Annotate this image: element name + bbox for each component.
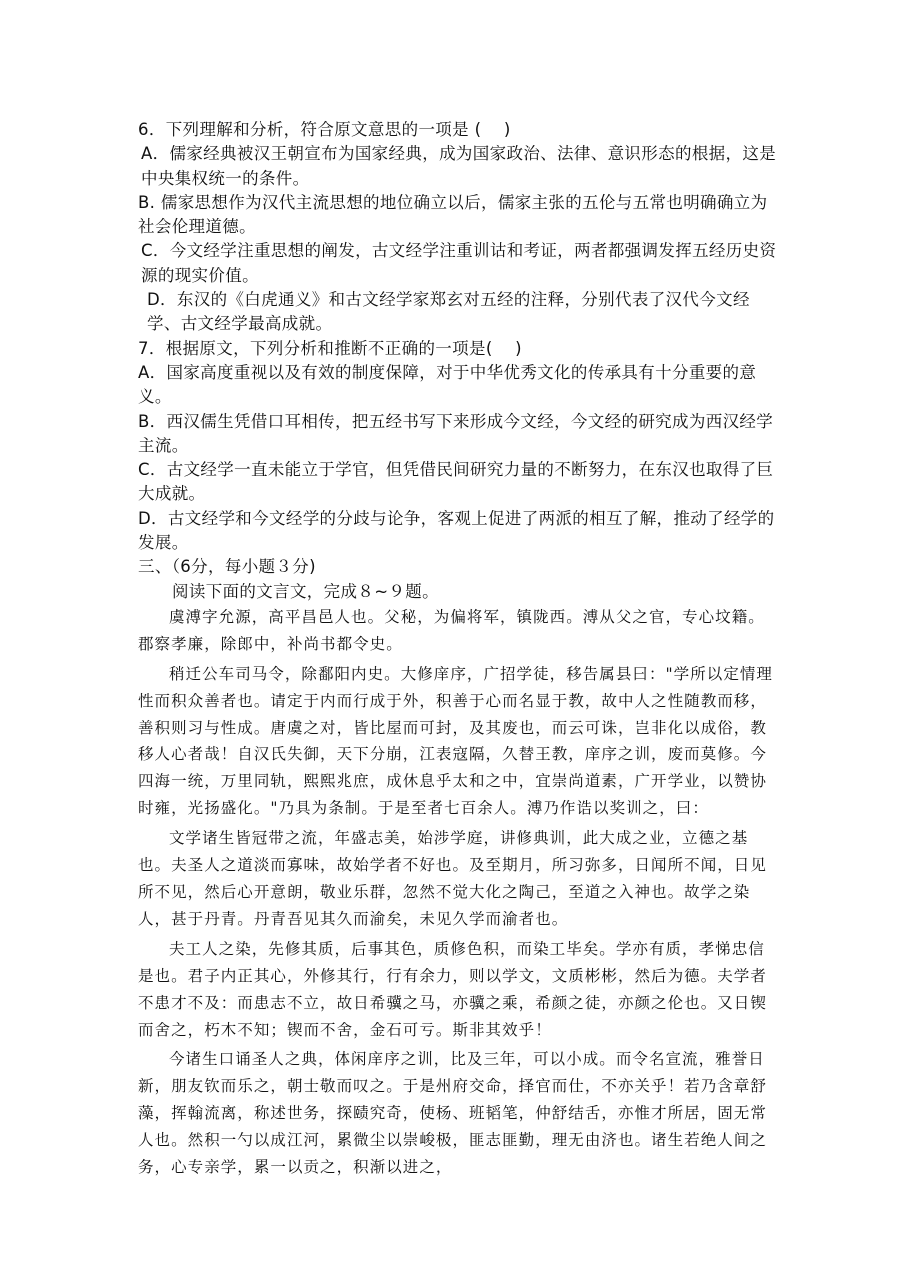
classical-passage bbox=[138, 604, 778, 1181]
section-3-header bbox=[138, 555, 778, 604]
question-7-option-c: C．古文经学一直未能立于学官，但凭借民间研究力量的不断努力，在东汉也取得了巨大成就。 bbox=[138, 460, 774, 504]
question-6-stem: 6．下列理解和分析，符合原文意思的一项是 ( ) bbox=[138, 120, 511, 139]
passage-paragraph: 稍迁公车司马令，除鄱阳内史。大修庠序，广招学徒，移告属县曰："学所以定情理性而积众善者也。请定于内而行成于外，积善于心而名显于教，故中人之性随教而移，善积则习与性成。唐虞之对，皆比屋而可封，及其废也，而云可诛，岂非化以成俗，教移人心者哉！自汉氏失御，天下分崩，江表寇隔，久替王教，庠序之训，废而莫修。今四海一统，万里同轨，熙熙兆庶，成休息乎太和之中，宜崇尚道素，广开学业，以赞协时雍，光扬盛化。"乃具为条制。于是至者七百余人。溥乃作诰以奖训之，曰： bbox=[138, 664, 773, 818]
question-6-option-c: C．今文经学注重思想的阐发，古文经学注重训诂和考证，两者都强调发挥五经历史资源的现实价值。 bbox=[141, 241, 777, 285]
question-6 bbox=[138, 118, 778, 337]
question-6-option-b: B. 儒家思想作为汉代主流思想的地位确立以后，儒家主张的五伦与五常也明确确立为社会伦理道德。 bbox=[138, 192, 768, 237]
passage-paragraph: 今诸生口诵圣人之典，体闲庠序之训，比及三年，可以小成。而令名宣流，雅誉日新，朋友钦而乐之，朝士敬而叹之。于是州府交命，择官而仕，不亦关乎！若乃含章舒藻，挥翰流离，称述世务，探赜究奇，使杨、班韬笔，仲舒结舌，亦惟才所居，固无常人也。然积一勺以成江河，累微尘以崇峻极，匪志匪勤，理无由济也。诸生若绝人间之务，心专亲学，累一以贡之，积渐以进之， bbox=[138, 1050, 767, 1177]
passage-paragraph: 文学诸生皆冠带之流，年盛志美，始涉学庭，讲修典训，此大成之业，立德之基也。夫圣人之道淡而寡味，故始学者不好也。及至期月，所习弥多，日闻所不闻，日见所不见，然后心开意朗，敬业乐群，忽然不觉大化之陶己，至道之入神也。故学之染人，甚于丹青。丹青吾见其久而渝矣，未见久学而渝者也。 bbox=[138, 829, 767, 928]
passage-paragraph: 夫工人之染，先修其质，后事其色，质修色积，而染工毕矣。学亦有质，孝悌忠信是也。君子内正其心，外修其行，行有余力，则以学文，文质彬彬，然后为德。夫学者不患才不及：而患志不立，故日希骥之马，亦骥之乘，希颜之徒，亦颜之伦也。又日锲而舍之，朽木不知；锲而不舍，金石可亏。斯非其效乎！ bbox=[138, 939, 767, 1039]
question-6-option-d: D．东汉的《白虎通义》和古文经学家郑玄对五经的注释，分别代表了汉代今文经学、古文经学最高成就。 bbox=[147, 290, 750, 334]
section-3-instruction: 阅读下面的文言文，完成８~９题。 bbox=[172, 581, 439, 601]
question-7-option-d: D．古文经学和今文经学的分歧与论争，客观上促进了两派的相互了解，推动了经学的发展。 bbox=[138, 508, 775, 553]
question-7-stem: 7．根据原文，下列分析和推断不正确的一项是( ) bbox=[138, 338, 522, 358]
passage-paragraph: 虞溥字允源，高平昌邑人也。父秘，为偏将军，镇陇西。溥从父之官，专心坟籍。郡察孝廉，除郎中，补尚书都令史。 bbox=[138, 607, 765, 653]
question-7 bbox=[138, 337, 778, 556]
question-6-option-a: A．儒家经典被汉王朝宣布为国家经典，成为国家政治、法律、意识形态的根据，这是中央集权统一的条件。 bbox=[141, 144, 777, 188]
question-7-option-b: B．西汉儒生凭借口耳相传，把五经书写下来形成今文经，今文经的研究成为西汉经学主流。 bbox=[138, 411, 774, 455]
exam-page bbox=[138, 118, 778, 1181]
question-7-option-a: A．国家高度重视以及有效的制度保障，对于中华优秀文化的传承具有十分重要的意义。 bbox=[138, 362, 757, 407]
section-3-heading: 三、（6分，每小题３分) bbox=[138, 557, 316, 577]
